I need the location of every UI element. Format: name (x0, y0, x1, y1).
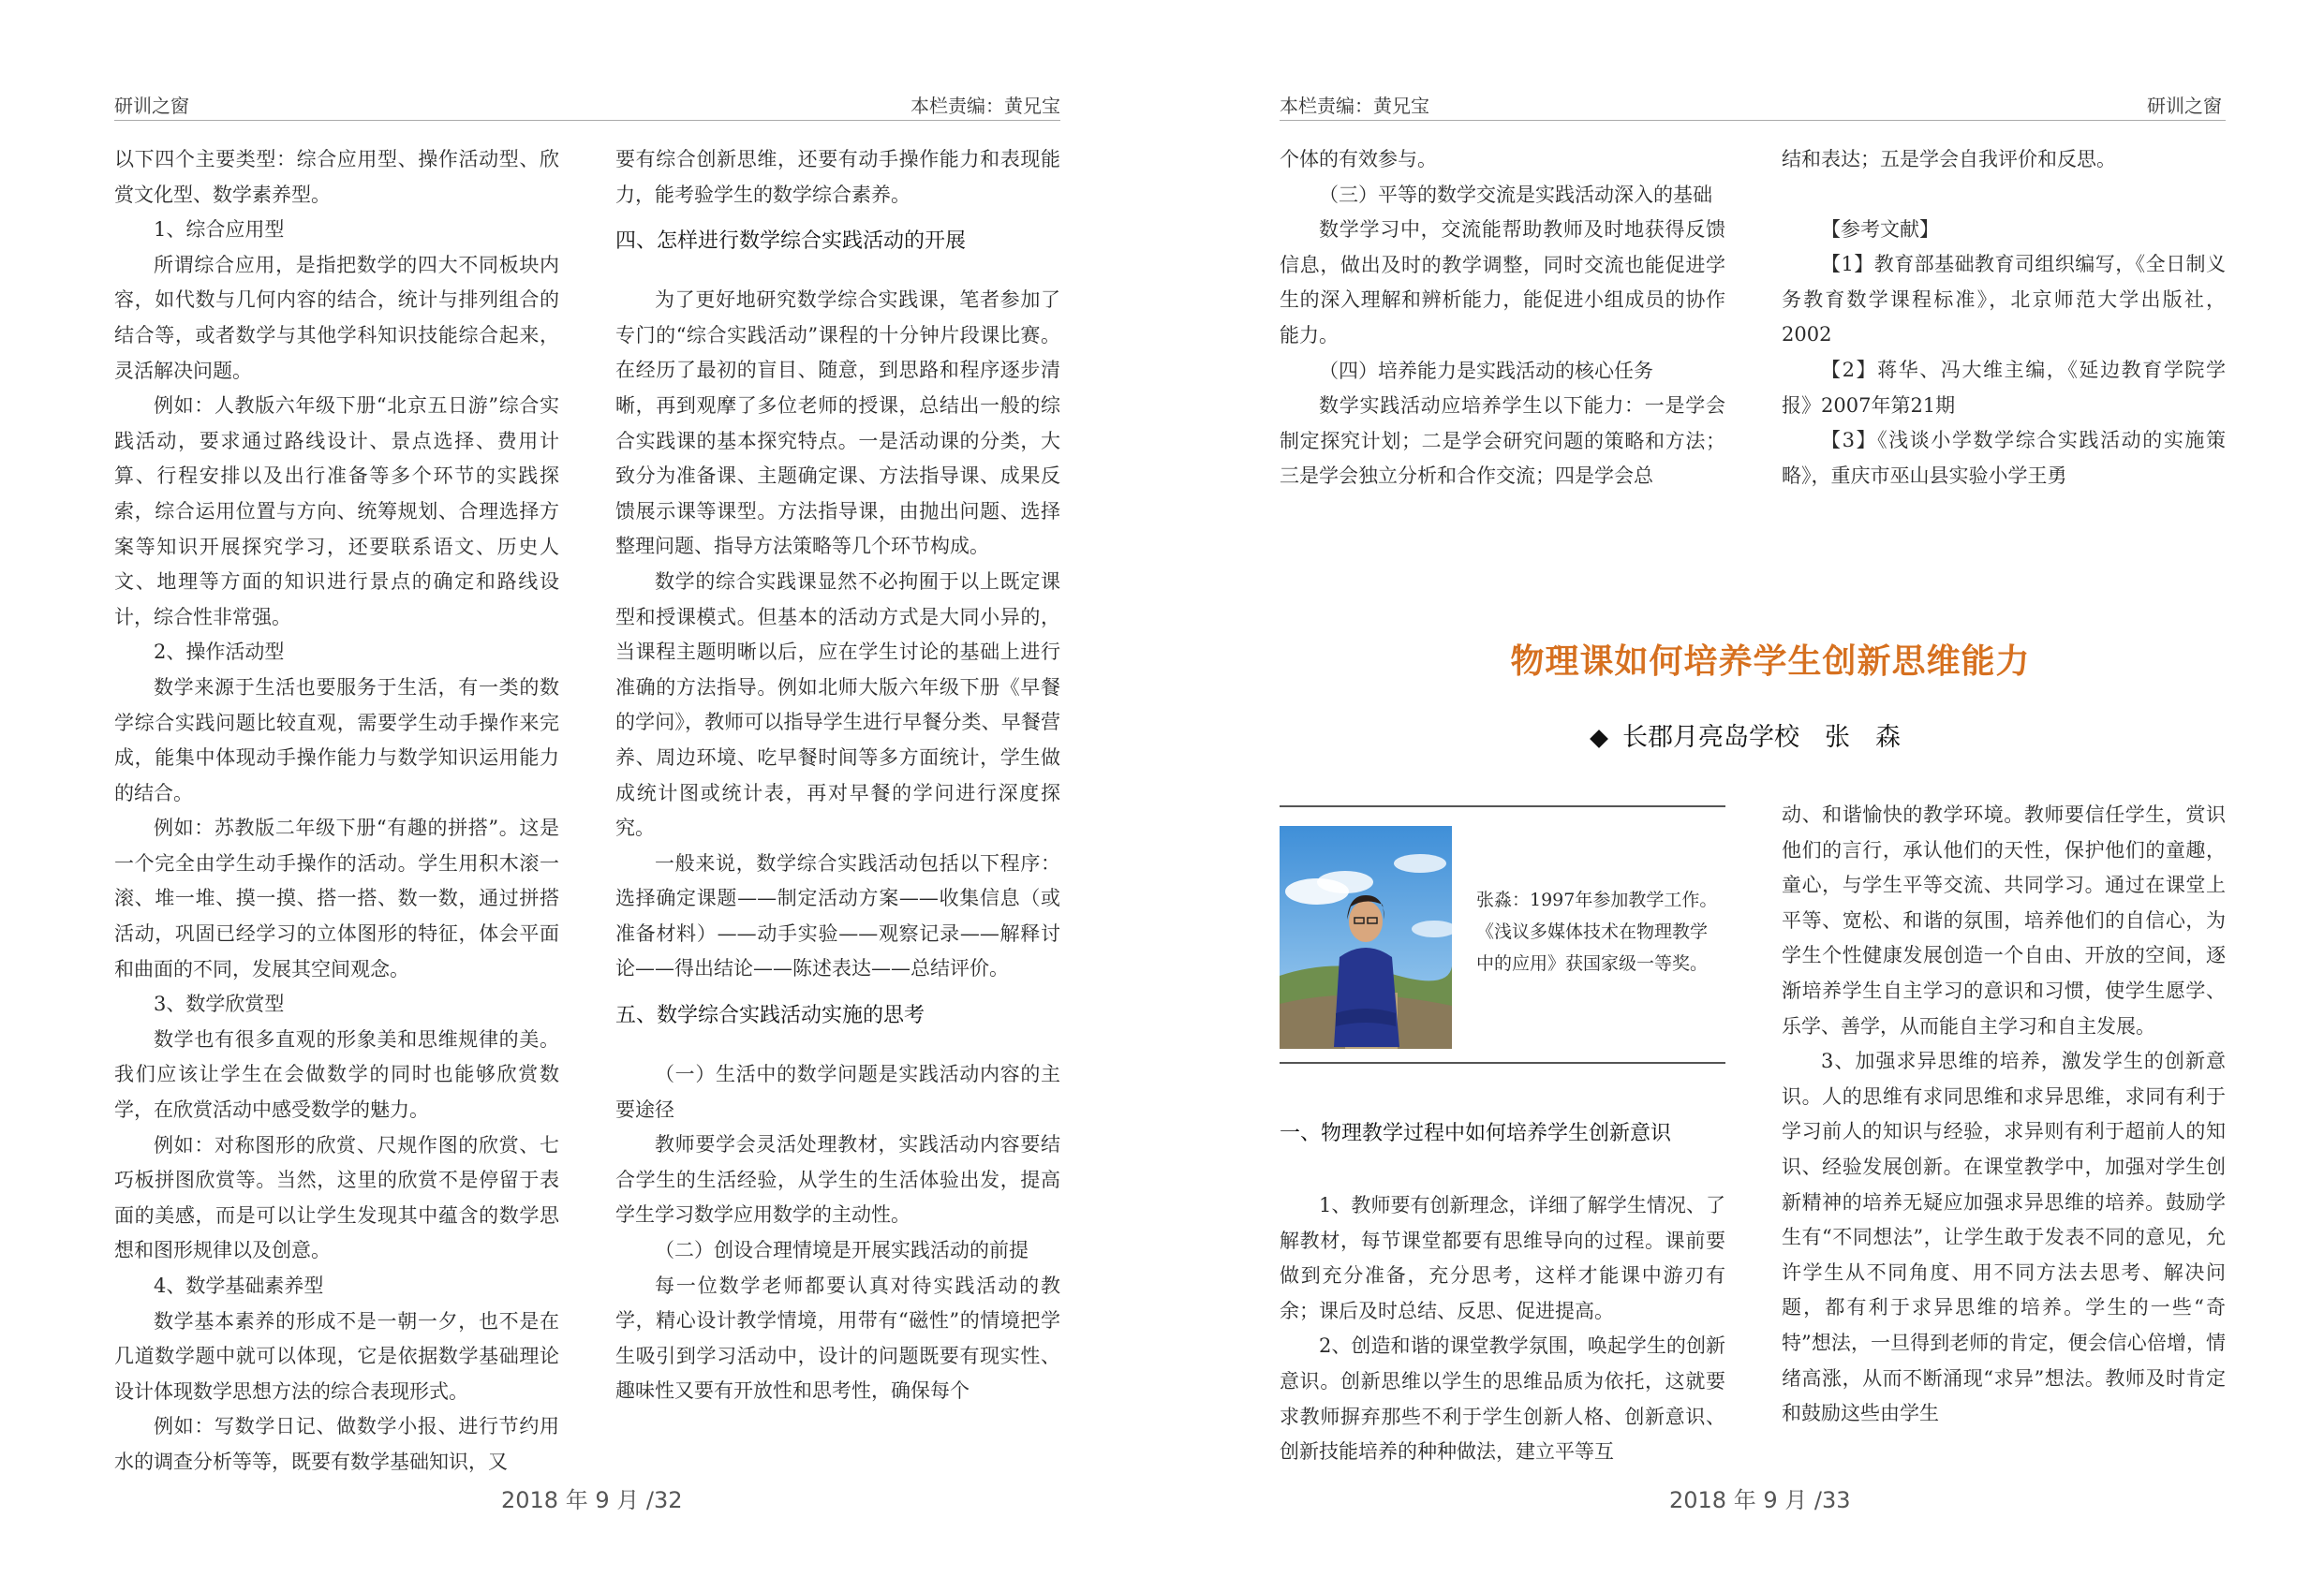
reference-item: 【2】蒋华、冯大维主编，《延边教育学院学报》2007年第21期 (1782, 358, 2226, 417)
references-heading: 【参考文献】 (1821, 217, 1939, 241)
header-section: 研训之窗 (2147, 95, 2222, 117)
paragraph: 以下四个主要类型：综合应用型、操作活动型、欣赏文化型、数学素养型。 (114, 148, 559, 206)
paragraph: 为了更好地研究数学综合实践课，笔者参加了专门的“综合实践活动”课程的十分钟片段课比赛。在经历了最初的盲目、随意，到思路和程序逐步清晰，再到观摩了多位老师的授课，总结出一般的综合实践课的基本探究特点。一是活动课的分类，大致分为准备课、主题确定课、方法指导课、成果反馈展示课等课型。方法指导课，由抛出问题、选择整理问题、指导方法策略等几个环节构成。 (615, 288, 1060, 558)
paragraph: 个体的有效参与。 (1280, 148, 1437, 170)
author-photo (1280, 826, 1452, 1049)
subheading: （三）平等的数学交流是实践活动深入的基础 (1319, 183, 1712, 206)
right-page (1162, 0, 2324, 1577)
page-number: 2018 年 9 月 /33 (1669, 1487, 1851, 1513)
header-divider (1280, 120, 2226, 121)
header-divider (114, 120, 1060, 121)
diamond-bullet-icon (1590, 730, 1608, 748)
header-section: 研训之窗 (114, 95, 189, 117)
article-column-2 (1782, 798, 2226, 1432)
author-bio: 张淼：1997年参加教学工作。《浅议多媒体技术在物理教学中的应用》获国家级一等奖。 (1476, 890, 1718, 974)
subheading: 1、综合应用型 (154, 218, 285, 242)
section-heading-5: 五、数学综合实践活动实施的思考 (615, 1004, 925, 1028)
header-editor: 本栏责编：黄兄宝 (910, 95, 1060, 117)
paragraph: 所谓综合应用，是指把数学的四大不同板块内容，如代数与几何内容的结合，统计与排列组合的结合等，或者数学与其他学科知识技能综合起来，灵活解决问题。 (114, 253, 559, 382)
reference-item: 【1】教育部基础教育司组织编写，《全日制义务教育数学课程标准》，北京师范大学出版社，2002 (1782, 253, 2226, 346)
right-column-1 (1280, 142, 1725, 494)
left-column-1 (114, 142, 559, 1481)
paragraph: 3、加强求异思维的培养，激发学生的创新意识。人的思维有求同思维和求异思维，求同有利于学习前人的知识与经验，求异则有利于超前人的知识、经验发展创新。在课堂教学中，加强对学生创新精神的培养无疑应加强求异思维的培养。鼓励学生有“不同想法”，让学生敢于发表不同的意见，允许学生从不同角度、用不同方法去思考、解决问题，都有利于求异思维的培养。学生的一些“奇特”想法，一旦得到老师的肯定，便会信心倍增，情绪高涨，从而不断涌现“求异”想法。教师及时肯定和鼓励这些由学生 (1782, 1050, 2226, 1425)
paragraph: 数学来源于生活也要服务于生活，有一类的数学综合实践问题比较直观，需要学生动手操作来完成，能集中体现动手操作能力与数学知识运用能力的结合。 (114, 675, 559, 804)
paragraph: 数学的综合实践课显然不必拘囿于以上既定课型和授课模式。但基本的活动方式是大同小异的，当课程主题明晰以后，应在学生讨论的基础上进行准确的方法指导。例如北师大版六年级下册《早餐的学问》，教师可以指导学生进行早餐分类、早餐营养、周边环境、吃早餐时间等多方面统计，学生做成统计图或统计表，再对早餐的学问进行深度探究。 (615, 569, 1060, 840)
author: 长郡月亮岛学校 张 森 (1622, 723, 1901, 752)
paragraph: 例如：写数学日记、做数学小报、进行节约用水的调查分析等等，既要有数学基础知识，又 (114, 1415, 559, 1473)
paragraph: 数学也有很多直观的形象美和思维规律的美。我们应该让学生在会做数学的同时也能够欣赏数学，在欣赏活动中感受数学的魅力。 (114, 1027, 559, 1122)
article-column-1 (1280, 1116, 1725, 1470)
subheading: （四）培养能力是实践活动的核心任务 (1319, 359, 1653, 382)
paragraph: 数学学习中，交流能帮助教师及时地获得反馈信息，做出及时的教学调整，同时交流也能促进学生的深入理解和辨析能力，能促进小组成员的协作能力。 (1280, 218, 1725, 346)
paragraph: 一般来说，数学综合实践活动包括以下程序：选择确定课题——制定活动方案——收集信息（或准备材料）——动手实验——观察记录——解释讨论——得出结论——陈述表达——总结评价。 (615, 851, 1060, 980)
left-column-2 (615, 142, 1060, 1409)
reference-item: 【3】《浅谈小学数学综合实践活动的实施策略》，重庆市巫山县实验小学王勇 (1782, 429, 2226, 487)
right-column-2 (1782, 142, 2226, 494)
paragraph: 数学实践活动应培养学生以下能力：一是学会制定探究计划；二是学会研究问题的策略和方法；三是学会独立分析和合作交流；四是学会总 (1280, 394, 1725, 488)
paragraph: 1、教师要有创新理念，详细了解学生情况、了解教材，每节课堂都要有思维导向的过程。课前要做到充分准备，充分思考，这样才能课中游刃有余；课后及时总结、反思、促进提高。 (1280, 1194, 1725, 1322)
byline (1592, 716, 1901, 753)
subheading: （二）创设合理情境是开展实践活动的前提 (655, 1239, 1029, 1262)
paragraph: 要有综合创新思维，还要有动手操作能力和表现能力，能考验学生的数学综合素养。 (615, 148, 1060, 206)
subheading: 3、数学欣赏型 (154, 993, 285, 1016)
paragraph: 例如：人教版六年级下册“北京五日游”综合实践活动，要求通过路线设计、景点选择、费用计算、行程安排以及出行准备等多个环节的实践探索，综合运用位置与方向、统筹规划、合理选择方案等知识开展探究学习，还要联系语文、历史人文、地理等方面的知识进行景点的确定和路线设计，综合性非常强。 (114, 394, 559, 628)
paragraph: 结和表达；五是学会自我评价和反思。 (1782, 148, 2116, 170)
subheading: 2、操作活动型 (154, 641, 285, 664)
subheading: 4、数学基础素养型 (154, 1275, 324, 1297)
subheading: （一）生活中的数学问题是实践活动内容的主要途径 (615, 1063, 1060, 1121)
paragraph: 例如：苏教版二年级下册“有趣的拼搭”。这是一个完全由学生动手操作的活动。学生用积木滚一滚、堆一堆、摸一摸、搭一搭、数一数，通过拼搭活动，巩固已经学习的立体图形的特征，体会平面和曲面的不同，发展其空间观念。 (114, 817, 559, 980)
article-section-heading: 一、物理教学过程中如何培养学生创新意识 (1280, 1122, 1672, 1145)
spacer (1782, 178, 2226, 213)
header-editor: 本栏责编：黄兄宝 (1280, 95, 1429, 117)
section-heading-4: 四、怎样进行数学综合实践活动的开展 (615, 229, 967, 254)
paragraph: 数学基本素养的形成不是一朝一夕，也不是在几道数学题中就可以体现，它是依据数学基础理论设计体现数学思想方法的综合表现形式。 (114, 1309, 559, 1403)
page-number: 2018 年 9 月 /32 (501, 1487, 683, 1513)
article-title: 物理课如何培养学生创新思维能力 (1510, 641, 2031, 681)
paragraph: 2、创造和谐的课堂教学氛围，唤起学生的创新意识。创新思维以学生的思维品质为依托，这就要求教师摒弃那些不利于学生创新人格、创新意识、创新技能培养的种种做法，建立平等互 (1280, 1334, 1725, 1464)
paragraph: 动、和谐愉快的教学环境。教师要信任学生，赏识他们的言行，承认他们的天性，保护他们的童趣，童心，与学生平等交流、共同学习。通过在课堂上平等、宽松、和谐的氛围，培养他们的自信心，为学生个性健康发展创造一个自由、开放的空间，逐渐培养学生自主学习的意识和习惯，使学生愿学、乐学、善学，从而能自主学习和自主发展。 (1782, 803, 2226, 1038)
paragraph: 例如：对称图形的欣赏、尺规作图的欣赏、七巧板拼图欣赏等。当然，这里的欣赏不是停留于表面的美感，而是可以让学生发现其中蕴含的数学思想和图形规律以及创意。 (114, 1133, 559, 1262)
paragraph: 教师要学会灵活处理教材，实践活动内容要结合学生的生活经验，从学生的生活体验出发，提高学生学习数学应用数学的主动性。 (615, 1133, 1060, 1227)
paragraph: 每一位数学老师都要认真对待实践活动的教学，精心设计教学情境，用带有“磁性”的情境把学生吸引到学习活动中，设计的问题既要有现实性、趣味性又要有开放性和思考性，确保每个 (615, 1274, 1060, 1403)
author-bio-box (1280, 805, 1725, 1064)
